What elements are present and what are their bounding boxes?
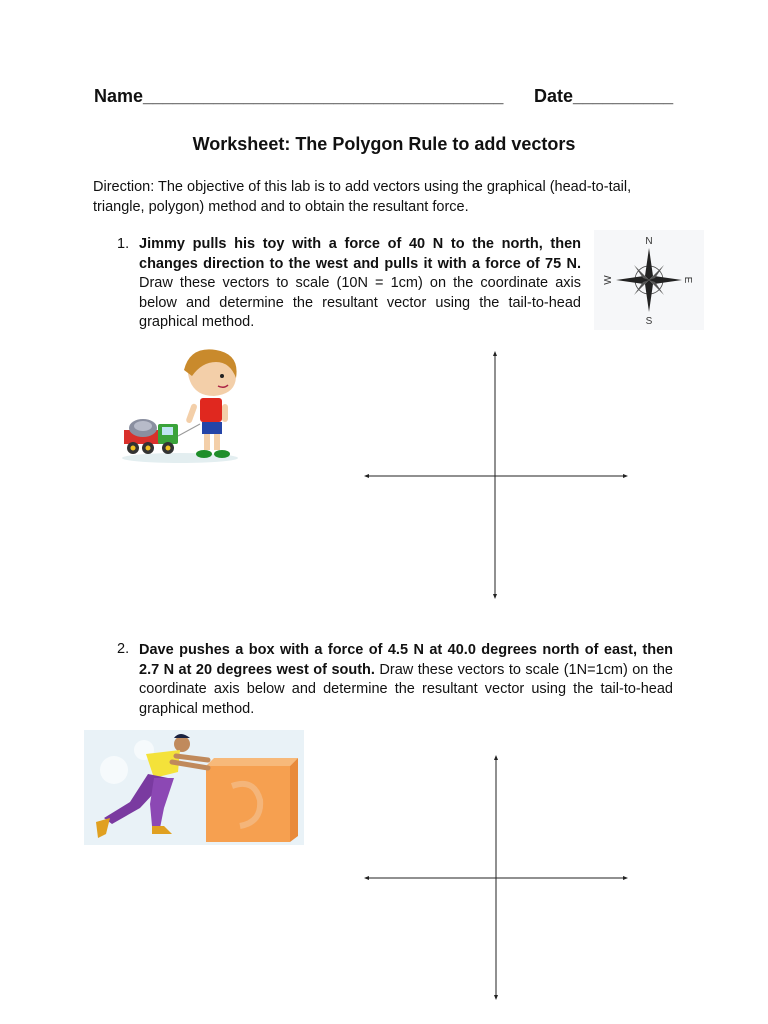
name-field-label: Name____________________________________ bbox=[94, 86, 504, 106]
compass-n: N bbox=[645, 236, 653, 247]
compass-w: W bbox=[603, 275, 614, 285]
question-2-given: Dave pushes a box with a force of 4.5 N at 40.0 degrees north of east, then 2.7 N at 20 degrees west of south. bbox=[139, 642, 673, 678]
question-1-number: 1. bbox=[117, 236, 130, 252]
worksheet-title: Worksheet: The Polygon Rule to add vectors bbox=[192, 134, 576, 154]
question-1-given: Jimmy pulls his toy with a force of 40 N to the north, then changes direction to the west and pulls it with a force of 75 N. bbox=[139, 236, 581, 272]
question-1-text bbox=[139, 235, 581, 333]
compass-s: S bbox=[645, 316, 653, 327]
question-1-instruction: Draw these vectors to scale (10N = 1cm) on the coordinate axis below and determine the resultant vector using the tail-to-head graphical method. bbox=[139, 275, 581, 330]
coordinate-axis-2[interactable] bbox=[360, 752, 635, 1004]
compass-e: E bbox=[682, 276, 693, 284]
question-2-number: 2. bbox=[117, 641, 130, 657]
man-pushing-box-illustration bbox=[84, 730, 304, 845]
boy-pulling-toy-illustration bbox=[118, 348, 243, 466]
question-2-text bbox=[139, 641, 673, 719]
directions-paragraph: Direction: The objective of this lab is to add vectors using the graphical (head-to-tail, triangle, polygon) method and to obtain the resultant force. bbox=[93, 179, 632, 215]
question-2-instruction: Draw these vectors to scale (1N=1cm) on the coordinate axis below and determine the resultant vector using the tail-to-head graphical method. bbox=[139, 661, 673, 717]
date-field-label: Date__________ bbox=[534, 86, 674, 106]
compass-rose-icon bbox=[594, 230, 704, 330]
coordinate-axis-1[interactable] bbox=[360, 348, 635, 603]
